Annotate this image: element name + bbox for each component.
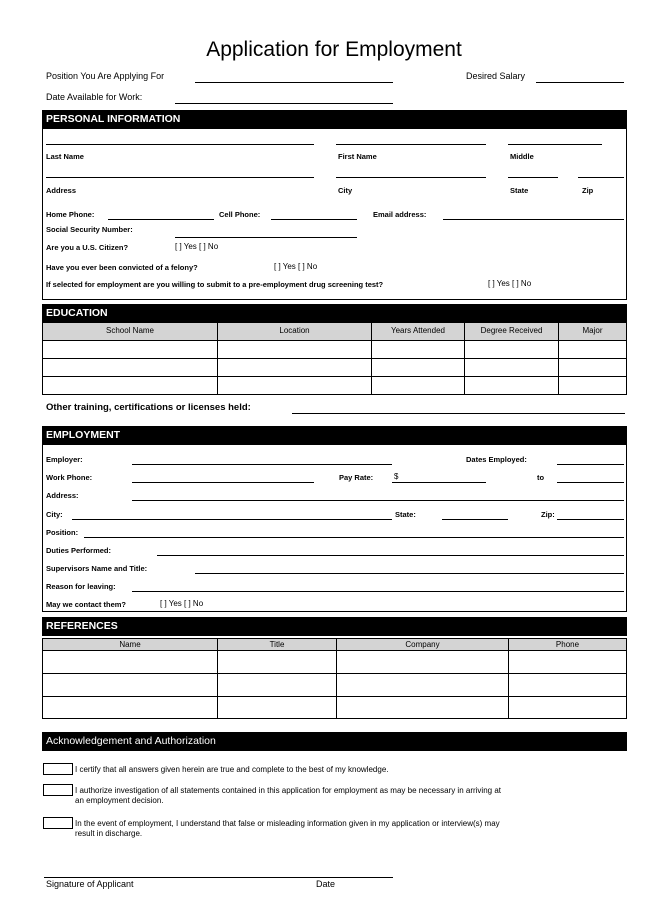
- address-label: Address: [46, 186, 77, 195]
- zip-label: Zip: [582, 186, 594, 195]
- ref-col-company: Company: [405, 640, 440, 649]
- ref-col-divider: [336, 638, 337, 719]
- dates-employed-label: Dates Employed:: [466, 455, 527, 464]
- ref-col-name: Name: [119, 640, 141, 649]
- work-phone-field[interactable]: [132, 482, 314, 483]
- contact-options[interactable]: [ ] Yes [ ] No: [160, 599, 204, 608]
- state-label: State: [510, 186, 529, 195]
- position-held-label: Position:: [46, 528, 79, 537]
- other-training-field[interactable]: [292, 413, 625, 414]
- felony-question: Have you ever been convicted of a felony?: [46, 263, 198, 272]
- address-field[interactable]: [46, 177, 314, 178]
- signature-label: Signature of Applicant: [46, 879, 134, 889]
- position-held-field[interactable]: [84, 537, 624, 538]
- edu-col-school: School Name: [105, 326, 155, 335]
- ref-col-divider: [217, 638, 218, 719]
- emp-state-label: State:: [395, 510, 416, 519]
- ack-statement-2-cont: an employment decision.: [75, 796, 164, 805]
- drug-test-options[interactable]: [ ] Yes [ ] No: [488, 279, 532, 288]
- edu-col-degree: Degree Received: [480, 326, 543, 335]
- personal-left-border: [42, 129, 43, 299]
- emp-state-field[interactable]: [442, 519, 508, 520]
- date-available-field[interactable]: [175, 103, 393, 104]
- salary-label: Desired Salary: [466, 71, 526, 81]
- ref-col-phone: Phone: [555, 640, 580, 649]
- employment-bottom-border: [42, 611, 627, 612]
- references-header: REFERENCES: [42, 617, 627, 636]
- pay-rate-label: Pay Rate:: [339, 473, 374, 482]
- edu-col-years: Years Attended: [391, 326, 445, 335]
- page-title: Application for Employment: [206, 38, 462, 61]
- edu-col-major: Major: [582, 326, 603, 335]
- cell-phone-label: Cell Phone:: [219, 210, 261, 219]
- position-field[interactable]: [195, 82, 393, 83]
- ack-header: Acknowledgement and Authorization: [42, 732, 627, 751]
- ref-row-divider: [42, 673, 627, 674]
- edu-cell[interactable]: [43, 341, 217, 358]
- home-phone-label: Home Phone:: [46, 210, 95, 219]
- dates-employed-field[interactable]: [557, 464, 624, 465]
- work-phone-label: Work Phone:: [46, 473, 93, 482]
- other-training-label: Other training, certifications or licenses held:: [46, 402, 251, 413]
- ref-row-divider: [42, 696, 627, 697]
- citizen-options[interactable]: [ ] Yes [ ] No: [175, 242, 219, 251]
- salary-field[interactable]: [536, 82, 624, 83]
- personal-right-border: [626, 129, 627, 299]
- first-name-field[interactable]: [336, 144, 486, 145]
- personal-info-header: PERSONAL INFORMATION: [42, 110, 627, 129]
- ack-checkbox-1[interactable]: [43, 763, 73, 775]
- middle-field[interactable]: [508, 144, 602, 145]
- duties-field[interactable]: [157, 555, 624, 556]
- ref-col-title: Title: [269, 640, 285, 649]
- state-field[interactable]: [508, 177, 558, 178]
- ack-statement-1: I certify that all answers given herein are true and complete to the best of my knowledge.: [75, 765, 389, 774]
- last-name-field[interactable]: [46, 144, 314, 145]
- edu-cell[interactable]: [43, 377, 217, 394]
- edu-cell[interactable]: [43, 359, 217, 376]
- emp-zip-label: Zip:: [541, 510, 555, 519]
- emp-address-label: Address:: [46, 491, 79, 500]
- date-available-label: Date Available for Work:: [46, 92, 143, 102]
- emp-city-label: City:: [46, 510, 63, 519]
- supervisor-label: Supervisors Name and Title:: [46, 564, 148, 573]
- city-label: City: [338, 186, 353, 195]
- ssn-field[interactable]: [175, 237, 357, 238]
- education-header: EDUCATION: [42, 304, 627, 323]
- zip-field[interactable]: [578, 177, 624, 178]
- ref-col-divider: [508, 638, 509, 719]
- cell-phone-field[interactable]: [271, 219, 357, 220]
- first-name-label: First Name: [338, 152, 377, 161]
- felony-options[interactable]: [ ] Yes [ ] No: [274, 262, 318, 271]
- home-phone-field[interactable]: [108, 219, 214, 220]
- duties-label: Duties Performed:: [46, 546, 112, 555]
- last-name-label: Last Name: [46, 152, 84, 161]
- reason-leaving-field[interactable]: [132, 591, 624, 592]
- employer-field[interactable]: [132, 464, 392, 465]
- employer-label: Employer:: [46, 455, 83, 464]
- email-label: Email address:: [373, 210, 427, 219]
- employment-right-border: [626, 445, 627, 611]
- reason-leaving-label: Reason for leaving:: [46, 582, 116, 591]
- pay-rate-field[interactable]: [392, 482, 486, 483]
- ack-statement-3: In the event of employment, I understand that false or misleading information given in my application or interview(s) may: [75, 819, 500, 828]
- ack-statement-3-cont: result in discharge.: [75, 829, 143, 838]
- drug-test-question: If selected for employment are you willing to submit to a pre-employment drug screening test?: [46, 280, 384, 289]
- citizen-question: Are you a U.S. Citizen?: [46, 243, 129, 252]
- ack-checkbox-2[interactable]: [43, 784, 73, 796]
- middle-label: Middle: [510, 152, 534, 161]
- to-label: to: [537, 473, 545, 482]
- dates-to-field[interactable]: [557, 482, 624, 483]
- emp-city-field[interactable]: [72, 519, 392, 520]
- supervisor-field[interactable]: [195, 573, 624, 574]
- city-field[interactable]: [336, 177, 486, 178]
- email-field[interactable]: [443, 219, 624, 220]
- ack-statement-2: I authorize investigation of all statements contained in this application for employment as may be necessary in arriving at: [75, 786, 501, 795]
- position-label: Position You Are Applying For: [46, 71, 165, 81]
- signature-date-label: Date: [316, 879, 336, 889]
- emp-zip-field[interactable]: [557, 519, 624, 520]
- emp-address-field[interactable]: [132, 500, 624, 501]
- ssn-label: Social Security Number:: [46, 225, 133, 234]
- employment-left-border: [42, 445, 43, 611]
- dollar-sign: $: [394, 472, 399, 481]
- personal-bottom-border: [42, 299, 627, 300]
- signature-line[interactable]: [44, 877, 393, 878]
- ref-row-divider: [42, 650, 627, 651]
- edu-col-location: Location: [279, 326, 310, 335]
- employment-header: EMPLOYMENT: [42, 426, 627, 445]
- ack-checkbox-3[interactable]: [43, 817, 73, 829]
- contact-question: May we contact them?: [46, 600, 127, 609]
